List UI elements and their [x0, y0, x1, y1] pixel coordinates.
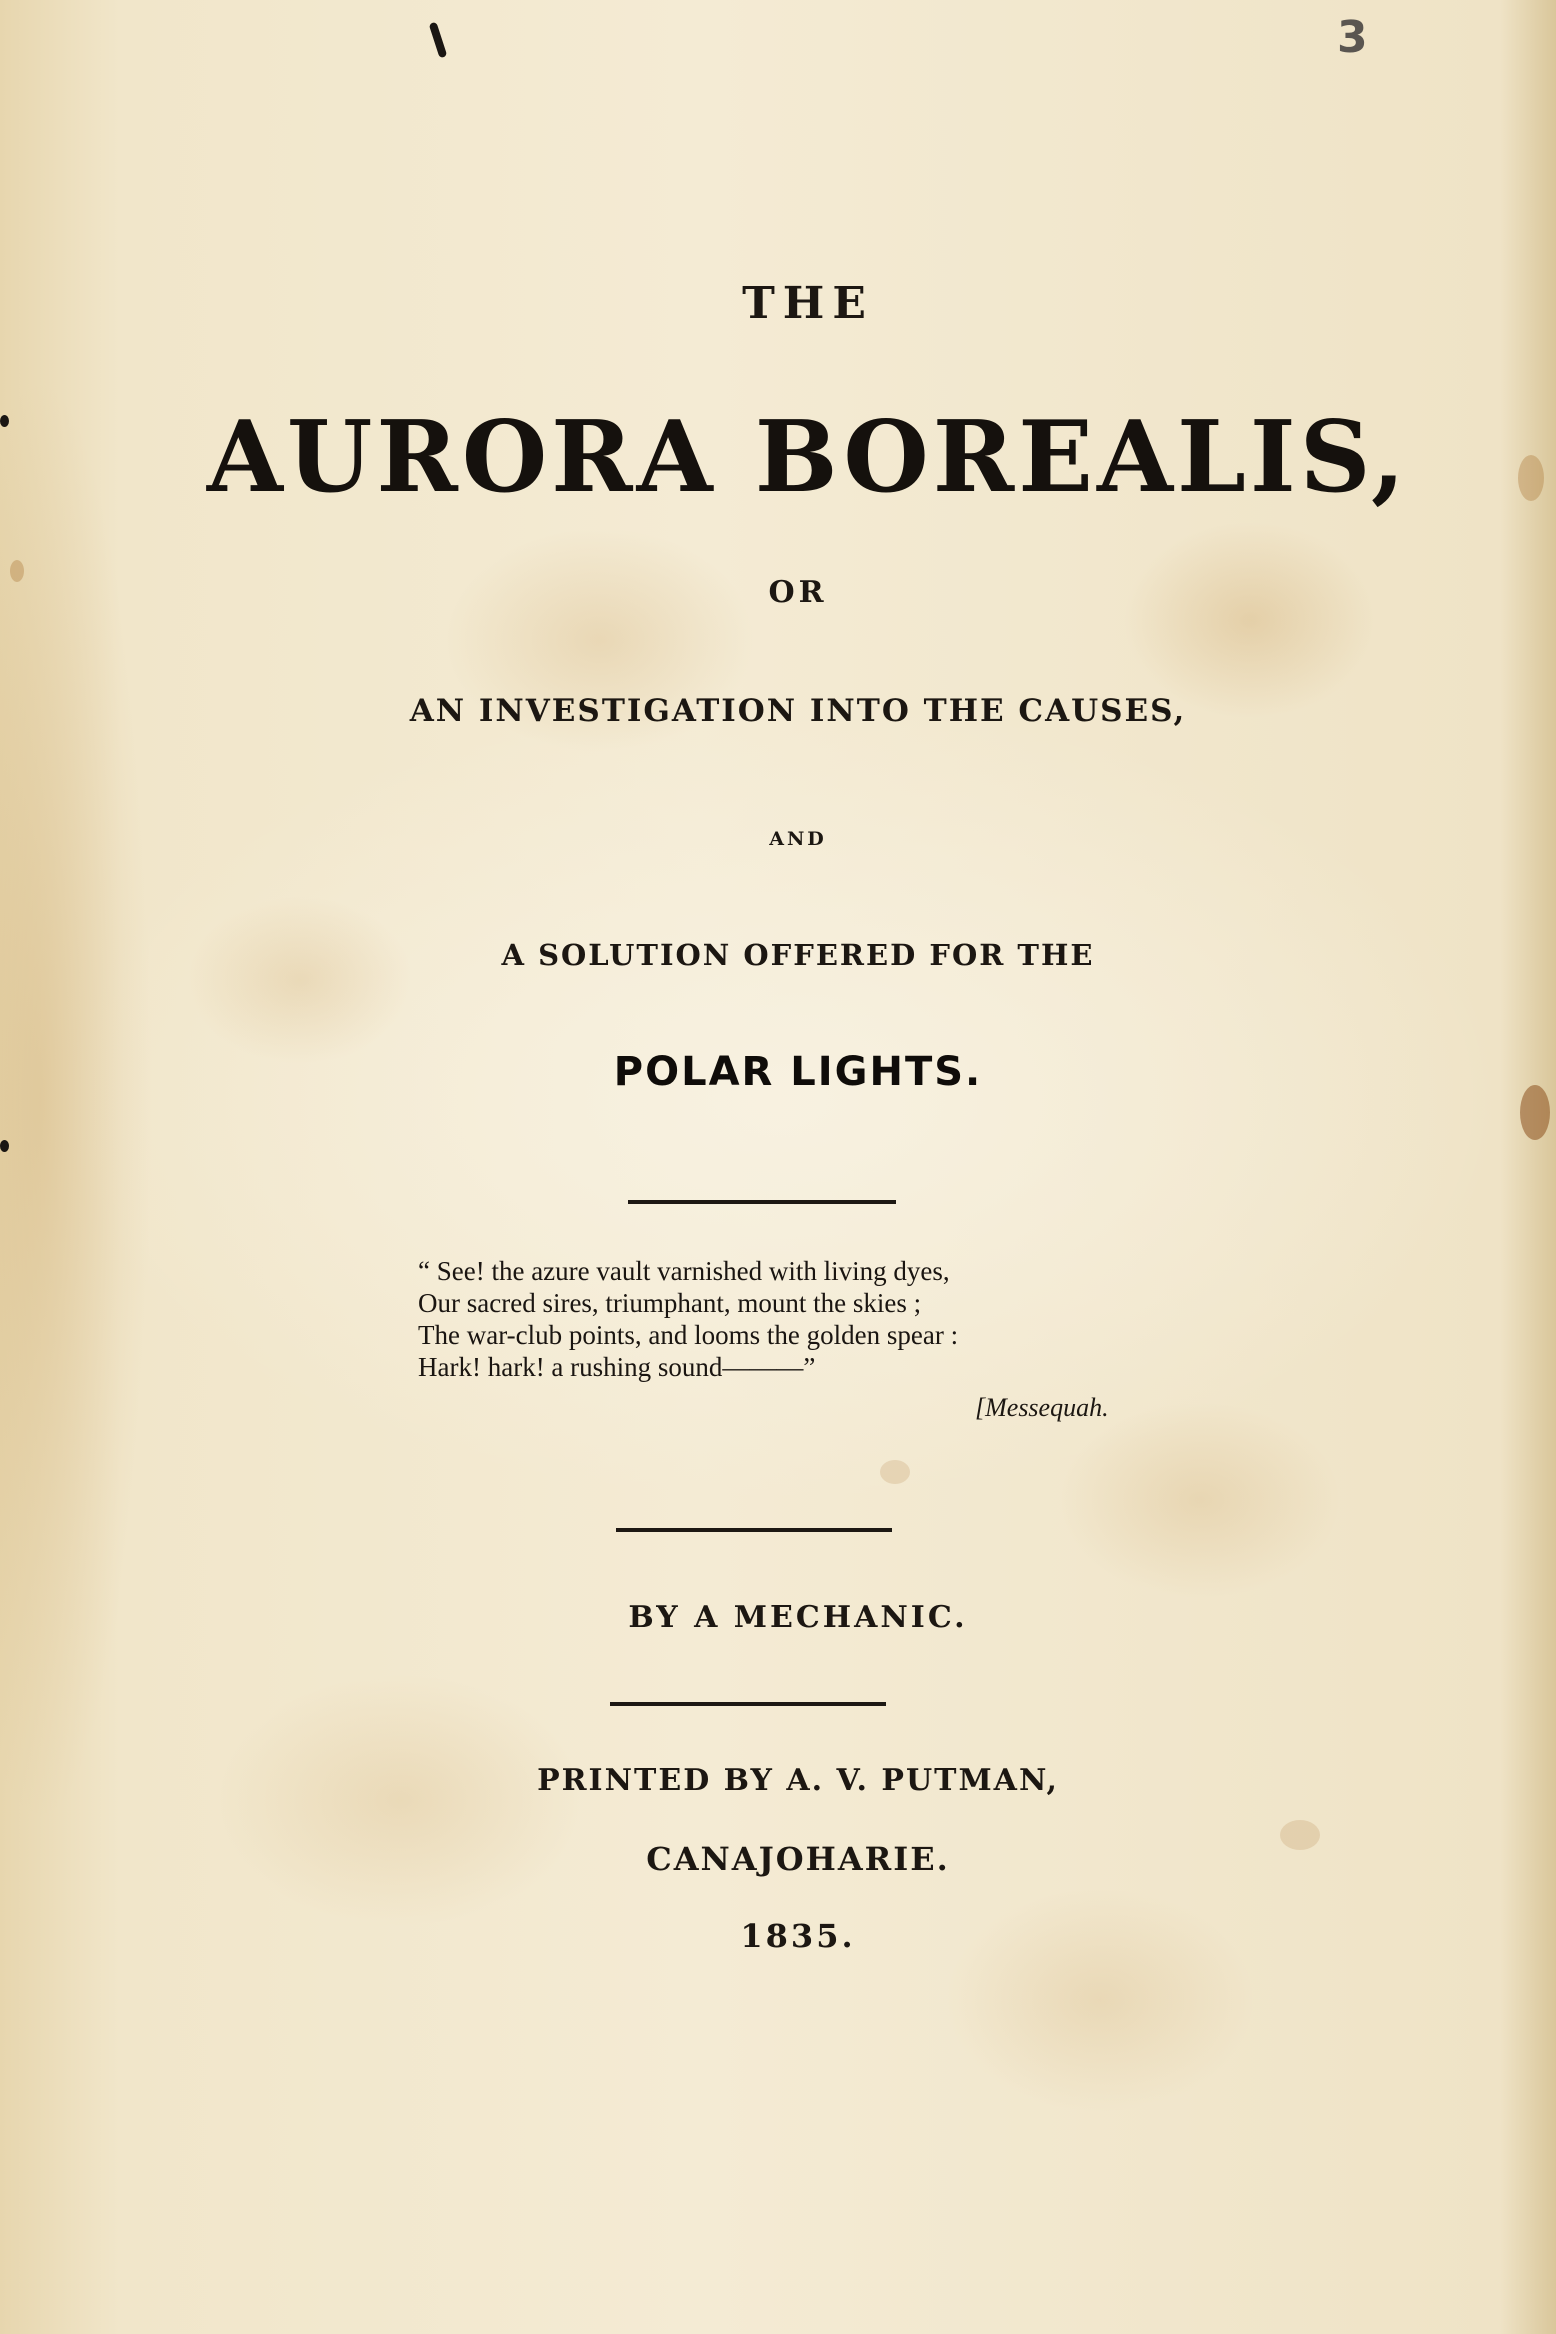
- subtitle-polar-lights: POLAR LIGHTS.: [613, 1049, 983, 1095]
- epigraph-line: “ See! the azure vault varnished with living dyes,: [418, 1256, 950, 1286]
- epigraph-line: The war-club points, and looms the golden spear :: [418, 1320, 959, 1350]
- divider-rule: [610, 1702, 886, 1706]
- epigraph-line: Our sacred sires, triumphant, mount the skies ;: [418, 1288, 922, 1318]
- foxing-stain: [880, 1460, 910, 1484]
- place-line: CANAJOHARIE.: [646, 1840, 950, 1878]
- divider-rule: [628, 1200, 896, 1204]
- printer-line: PRINTED BY A. V. PUTMAN,: [537, 1763, 1059, 1798]
- epigraph-attribution: [Messequah.: [975, 1393, 1109, 1422]
- binding-hole: [0, 1140, 9, 1152]
- title-conjunction-and: AND: [769, 828, 827, 850]
- author-line: BY A MECHANIC.: [628, 1600, 968, 1635]
- title-conjunction-or: OR: [768, 575, 828, 610]
- epigraph-line: Hark! hark! a rushing sound———”: [418, 1352, 816, 1382]
- ink-mark: [429, 22, 448, 59]
- main-title: AURORA BOREALIS,: [206, 400, 1410, 515]
- subtitle-solution: A SOLUTION OFFERED FOR THE: [501, 938, 1095, 972]
- divider-rule: [616, 1528, 892, 1532]
- year-line: 1835.: [740, 1917, 856, 1955]
- subtitle-investigation: AN INVESTIGATION INTO THE CAUSES,: [409, 693, 1187, 729]
- corner-page-number: 3: [1337, 12, 1368, 63]
- epigraph: [418, 1255, 958, 1383]
- title-article: THE: [742, 278, 874, 329]
